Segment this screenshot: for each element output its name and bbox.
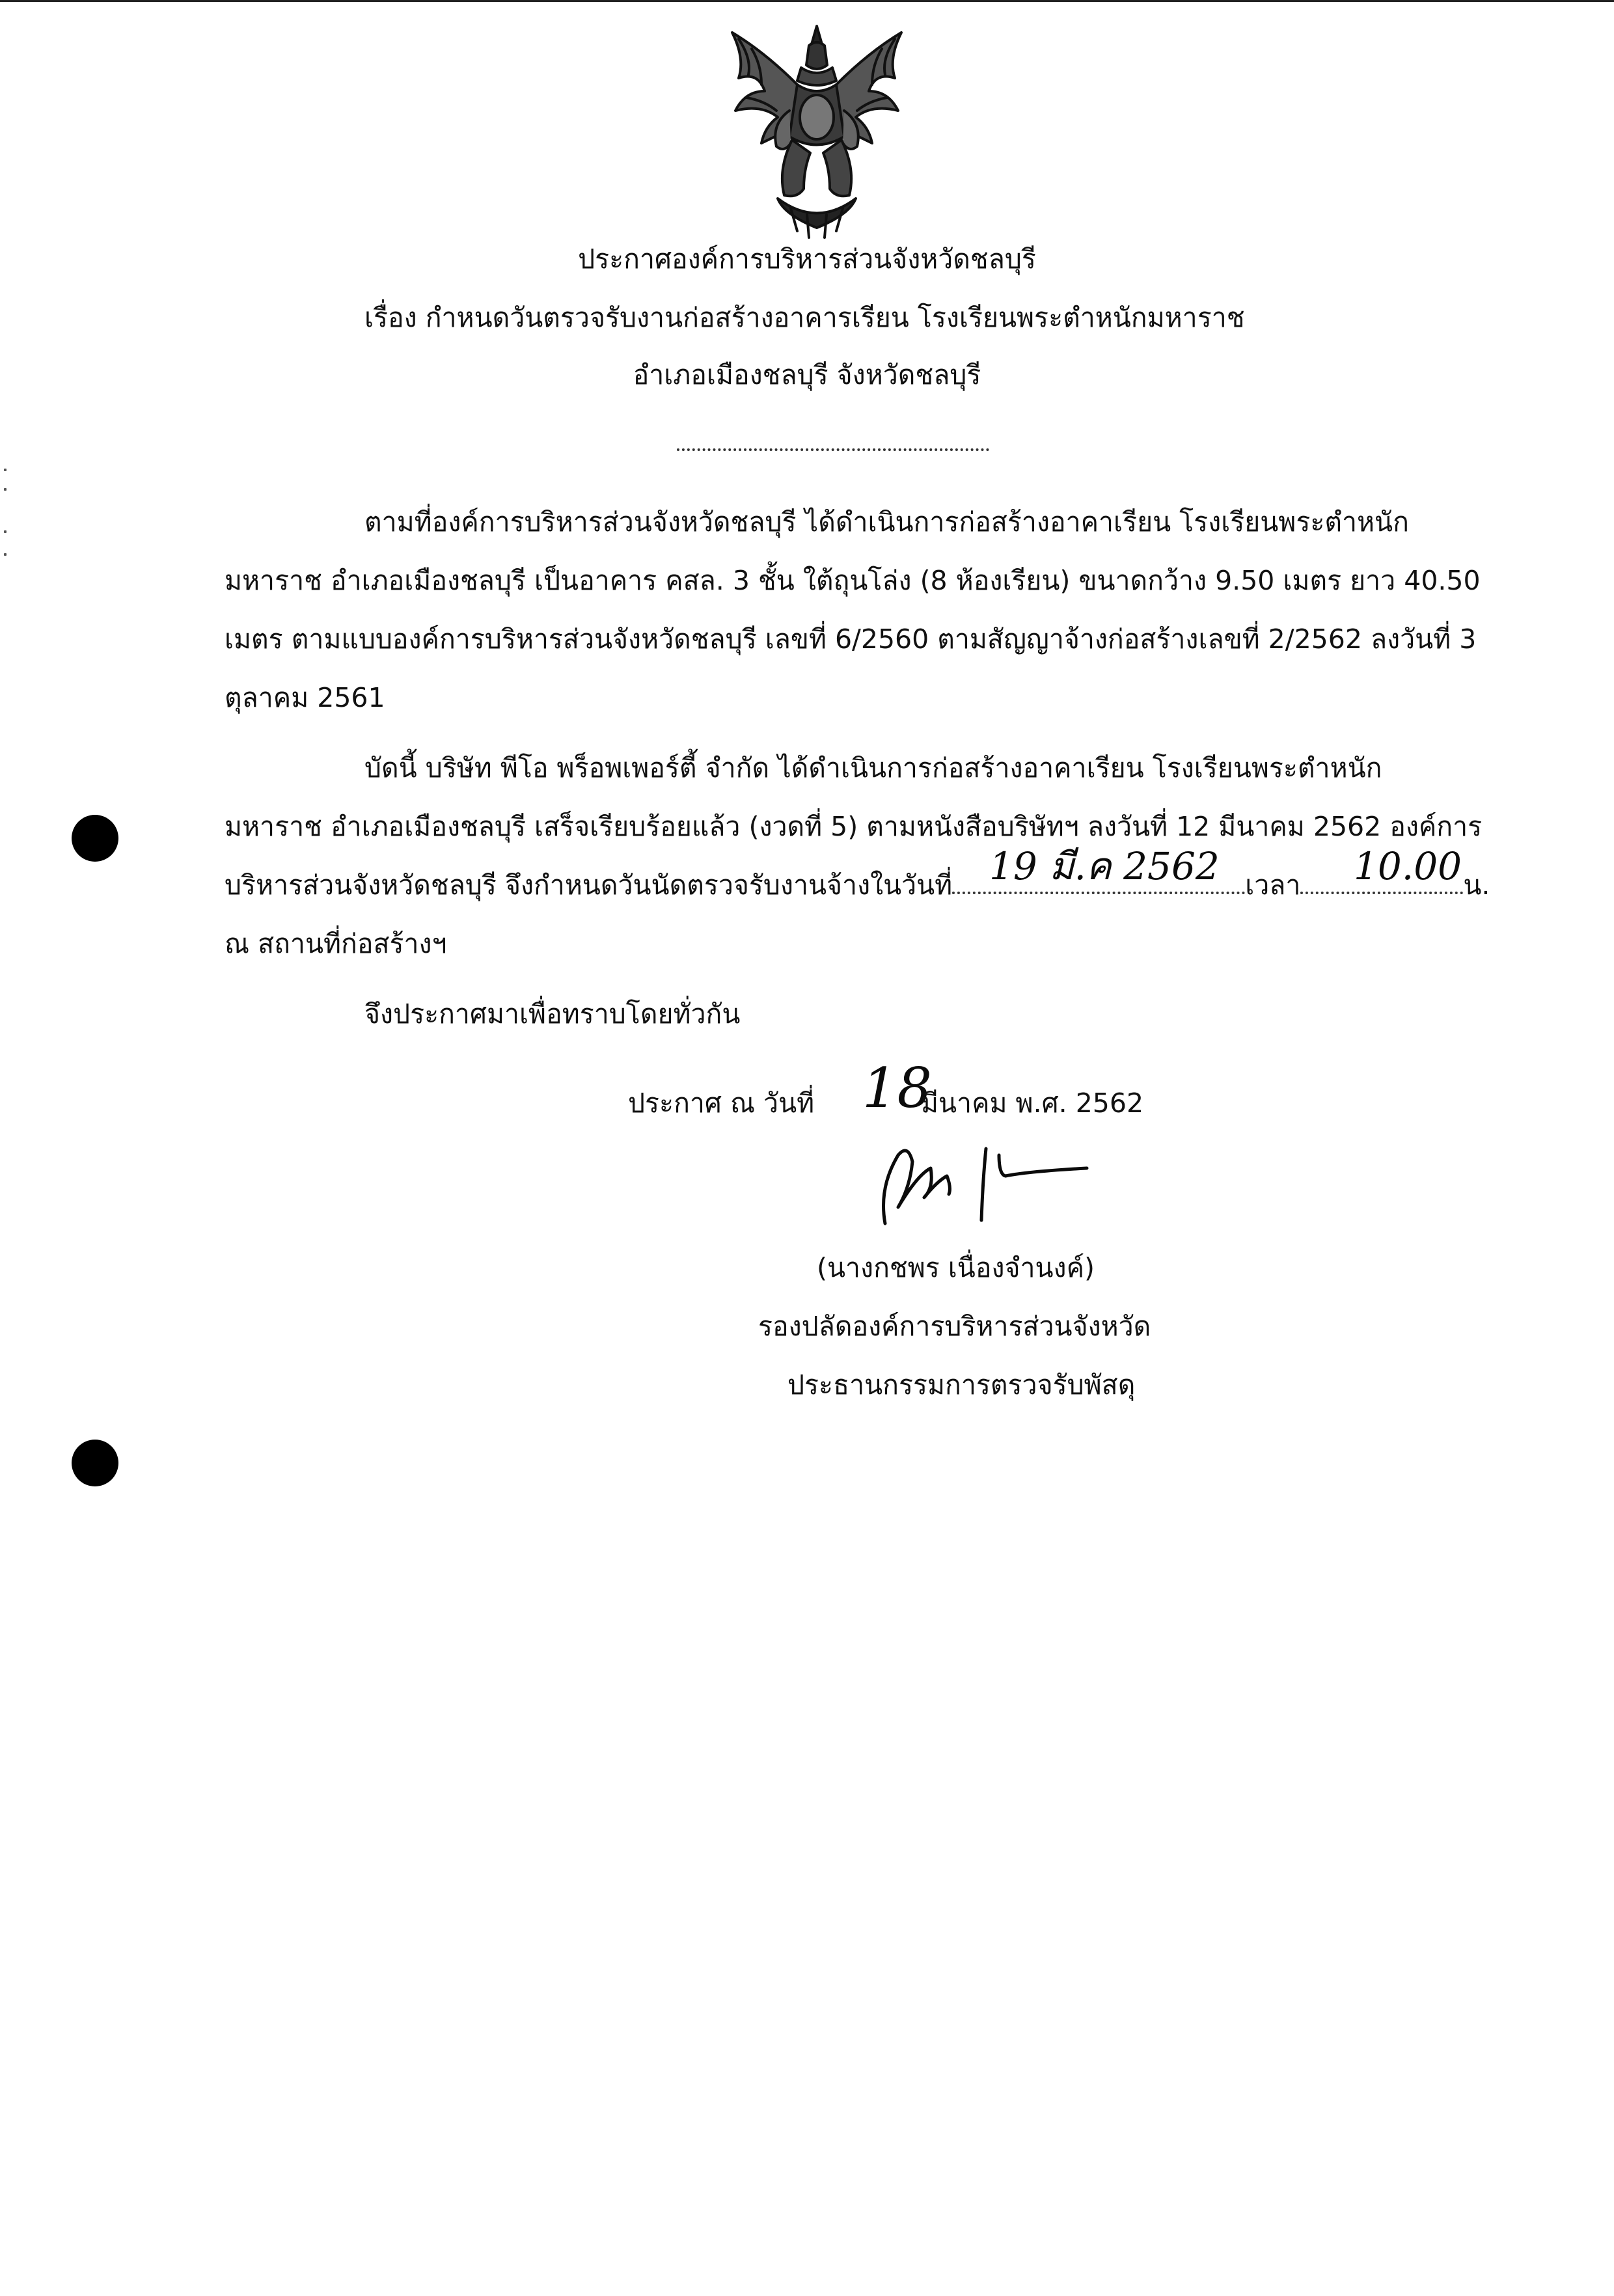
time-unit: น. <box>1463 869 1490 901</box>
paragraph1-line3: เมตร ตามแบบองค์การบริหารส่วนจังหวัดชลบุรี เลขที่ 6/2560 ตามสัญญาจ้างก่อสร้างเลขที่ 2/2562 ลงวันที่ 3 <box>225 623 1477 655</box>
signer-position-2: ประธานกรรมการตรวจรับพัสดุ <box>787 1369 1136 1401</box>
punch-hole-bottom <box>72 1440 118 1486</box>
handwritten-day: 18 <box>862 1056 932 1120</box>
paragraph1-line2: มหาราช อำเภอเมืองชลบุรี เป็นอาคาร คสล. 3 ชั้น ใต้ถุนโล่ง (8 ห้องเรียน) ขนาดกว้าง 9.50 เมตร ยาว 40.50 <box>225 565 1481 596</box>
announcement-subject: เรื่อง กำหนดวันตรวจรับงานก่อสร้างอาคารเรียน โรงเรียนพระตำหนักมหาราช <box>364 302 1245 333</box>
header-divider <box>677 446 989 451</box>
scan-top-edge <box>0 0 1614 2</box>
paragraph2-line3 <box>225 869 1490 901</box>
paragraph1-line1: ตามที่องค์การบริหารส่วนจังหวัดชลบุรี ได้ดำเนินการก่อสร้างอาคาเรียน โรงเรียนพระตำหนัก <box>364 506 1409 538</box>
handwritten-signature <box>872 1136 1106 1233</box>
time-label: เวลา <box>1245 869 1301 901</box>
paragraph2-line1: บัดนี้ บริษัท พีโอ พร็อพเพอร์ตี้ จำกัด ได้ดำเนินการก่อสร้างอาคาเรียน โรงเรียนพระตำหนัก <box>364 752 1382 784</box>
announce-date-suffix: มีนาคม พ.ศ. 2562 <box>921 1087 1144 1119</box>
announce-date-prefix: ประกาศ ณ วันที่ <box>628 1087 815 1119</box>
inspection-date-prefix: บริหารส่วนจังหวัดชลบุรี จึงกำหนดวันนัดตรวจรับงานจ้างในวันที่ <box>225 869 953 901</box>
handwritten-time: 10.00 <box>1354 844 1462 888</box>
paragraph2-line2: มหาราช อำเภอเมืองชลบุรี เสร็จเรียบร้อยแล้ว (งวดที่ 5) ตามหนังสือบริษัทฯ ลงวันที่ 12 มีนาคม 2562 องค์การ <box>225 811 1483 842</box>
closing-sentence: จึงประกาศมาเพื่อทราบโดยทั่วกัน <box>364 998 741 1030</box>
punch-hole-top <box>72 815 118 862</box>
announcement-title: ประกาศองค์การบริหารส่วนจังหวัดชลบุรี <box>578 243 1036 275</box>
signer-name: (นางกชพร เนื่องจำนงค์) <box>817 1252 1095 1283</box>
scan-specks <box>4 469 9 573</box>
signer-position-1: รองปลัดองค์การบริหารส่วนจังหวัด <box>758 1311 1151 1342</box>
paragraph1-line4: ตุลาคม 2561 <box>225 682 385 713</box>
garuda-emblem <box>700 13 934 247</box>
announcement-location: อำเภอเมืองชลบุรี จังหวัดชลบุรี <box>633 359 981 390</box>
handwritten-date: 19 มี.ค 2562 <box>989 844 1220 888</box>
paragraph2-line4: ณ สถานที่ก่อสร้างฯ <box>225 928 447 959</box>
